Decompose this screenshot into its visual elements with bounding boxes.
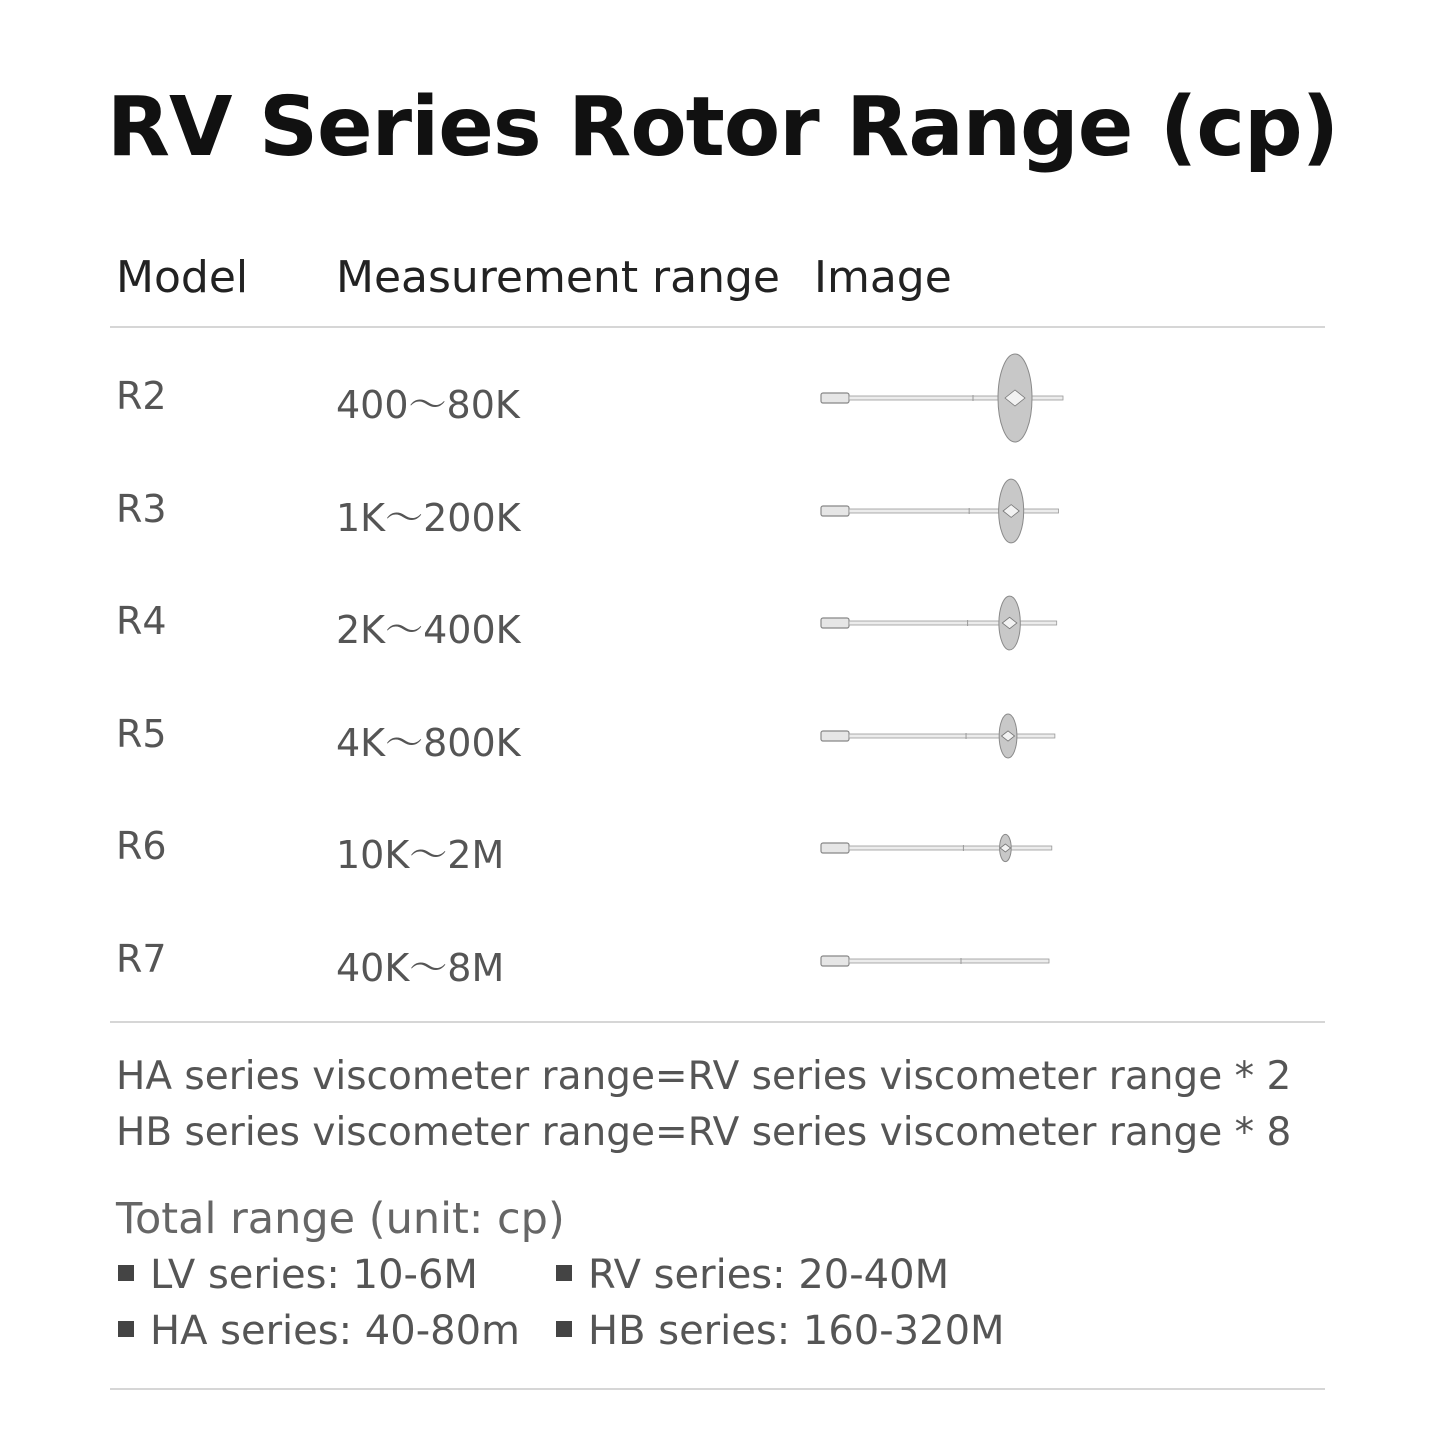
square-bullet-icon: [118, 1265, 134, 1281]
rotor-image-r5: [815, 686, 1075, 786]
range-cell-r7: 40K～8M: [336, 945, 505, 990]
model-cell-r7: R7: [116, 936, 167, 981]
rotor-image-r7: [815, 911, 1075, 1011]
column-header-image: Image: [814, 252, 952, 303]
hb-series-note: HB series viscometer range=RV series viscometer range * 8: [116, 1110, 1292, 1155]
square-bullet-icon: [556, 1265, 572, 1281]
model-cell-r5: R5: [116, 711, 167, 756]
model-cell-r4: R4: [116, 599, 167, 643]
ha-series-note: HA series viscometer range=RV series viscometer range * 2: [116, 1054, 1292, 1099]
range-cell-r5: 4K～800K: [336, 720, 521, 765]
total-item-ha: HA series: 40-80m: [118, 1308, 520, 1354]
total-item-rv: RV series: 20-40M: [556, 1252, 949, 1298]
range-cell-r3: 1K～200K: [336, 495, 521, 540]
range-cell-r6: 10K～2M: [336, 833, 505, 877]
rotor-image-r6: [815, 798, 1075, 898]
rotor-image-r3: [815, 461, 1075, 561]
total-item-hb: HB series: 160-320M: [556, 1308, 1005, 1354]
table-bottom-divider: [110, 1021, 1325, 1023]
total-item-lv: LV series: 10-6M: [118, 1252, 478, 1298]
rotor-image-r4: [815, 573, 1075, 673]
range-cell-r4: 2K～400K: [336, 608, 521, 652]
page-title: RV Series Rotor Range (cp): [106, 80, 1339, 175]
bottom-divider: [110, 1388, 1325, 1390]
model-cell-r2: R2: [116, 374, 167, 418]
rotor-image-r2: [815, 348, 1075, 448]
header-divider: [110, 326, 1325, 328]
total-range-title: Total range (unit: cp): [116, 1194, 565, 1244]
square-bullet-icon: [118, 1321, 134, 1337]
square-bullet-icon: [556, 1321, 572, 1337]
range-cell-r2: 400～80K: [336, 383, 520, 427]
column-header-model: Model: [116, 252, 249, 303]
column-header-range: Measurement range: [336, 252, 780, 303]
model-cell-r6: R6: [116, 824, 167, 868]
model-cell-r3: R3: [116, 486, 167, 531]
